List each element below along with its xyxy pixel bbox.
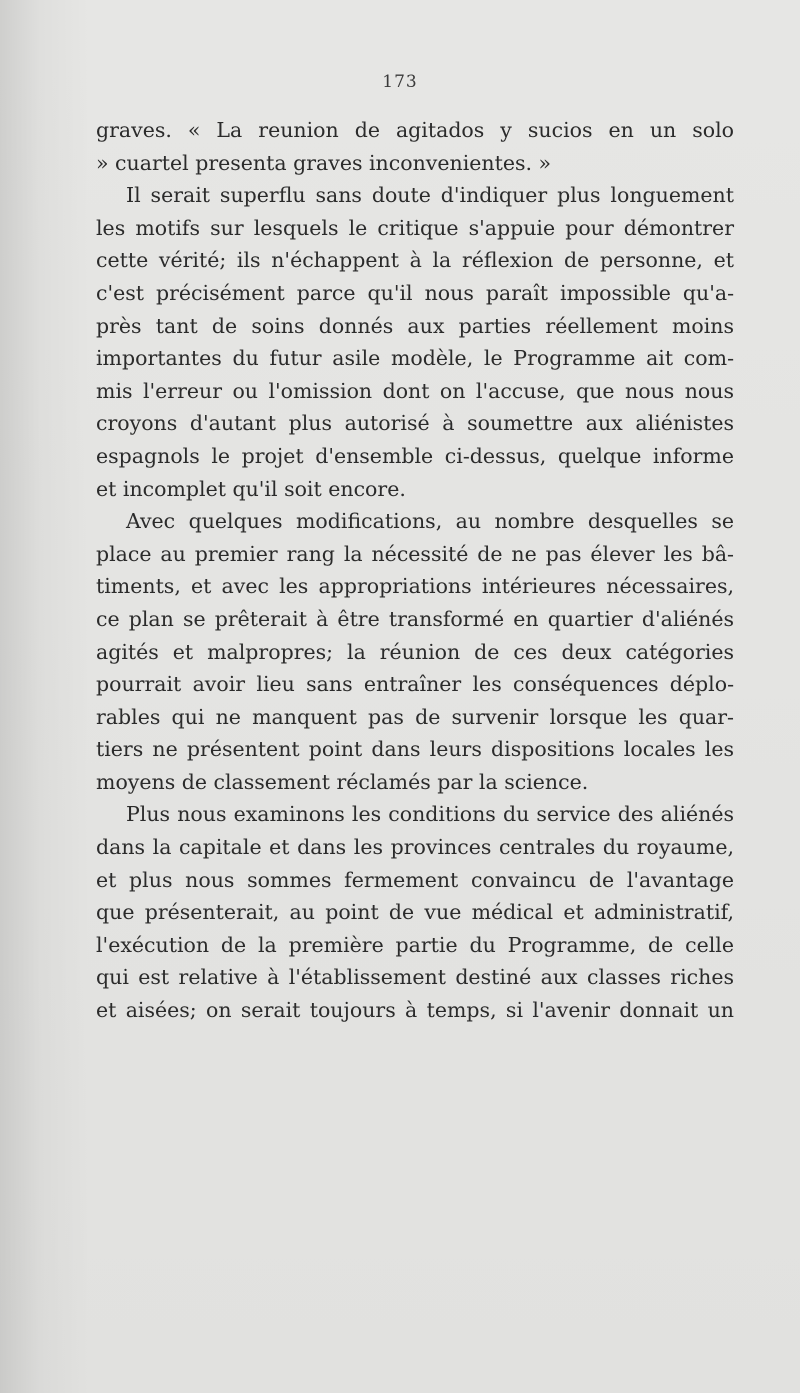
text-line: que présenterait, au point de vue médical et administratif, bbox=[96, 900, 734, 925]
text-line: Plus nous examinons les conditions du service des aliénés bbox=[126, 802, 734, 827]
text-line: cette vérité; ils n'échappent à la réflexion de personne, et bbox=[96, 248, 734, 273]
text-line: qui est relative à l'établissement destiné aux classes riches bbox=[96, 965, 734, 990]
text-line: pourrait avoir lieu sans entraîner les conséquences déplo- bbox=[96, 672, 734, 697]
text-line: dans la capitale et dans les provinces centrales du royaume, bbox=[96, 835, 734, 860]
text-line: et plus nous sommes fermement convaincu de l'avantage bbox=[96, 867, 734, 892]
text-line: timents, et avec les appropriations intérieures nécessaires, bbox=[96, 574, 734, 599]
text-line: moyens de classement réclamés par la science. bbox=[96, 769, 589, 794]
text-line: place au premier rang la nécessité de ne pas élever les bâ- bbox=[96, 541, 734, 566]
text-line: Avec quelques modifications, au nombre desquelles se bbox=[126, 509, 734, 534]
text-line: et aisées; on serait toujours à temps, si l'avenir donnait un bbox=[96, 998, 734, 1023]
text-line: espagnols le projet d'ensemble ci-dessus, quelque informe bbox=[96, 443, 734, 468]
body-text bbox=[96, 114, 734, 1027]
text-line: les motifs sur lesquels le critique s'appuie pour démontrer bbox=[96, 215, 734, 240]
text-line: croyons d'autant plus autorisé à soumettre aux aliénistes bbox=[96, 411, 734, 436]
text-line: mis l'erreur ou l'omission dont on l'accuse, que nous nous bbox=[96, 378, 734, 403]
text-line: et incomplet qu'il soit encore. bbox=[96, 476, 406, 501]
text-line: ce plan se prêterait à être transformé en quartier d'aliénés bbox=[96, 606, 734, 631]
page-number: 173 bbox=[382, 72, 418, 92]
text-line: tiers ne présentent point dans leurs dispositions locales les bbox=[96, 737, 734, 762]
text-line: » cuartel presenta graves inconvenientes. » bbox=[96, 150, 552, 175]
text-line: rables qui ne manquent pas de survenir lorsque les quar- bbox=[96, 704, 734, 729]
text-line: graves. « La reunion de agitados y sucios en un solo bbox=[96, 118, 734, 142]
text-line: l'exécution de la première partie du Programme, de celle bbox=[96, 932, 734, 957]
text-line: près tant de soins donnés aux parties réellement moins bbox=[96, 313, 734, 338]
text-line: Il serait superflu sans doute d'indiquer plus longuement bbox=[126, 183, 734, 208]
text-line: agités et malpropres; la réunion de ces deux catégories bbox=[96, 639, 734, 664]
text-line: importantes du futur asile modèle, le Programme ait com- bbox=[96, 346, 734, 371]
text-line: c'est précisément parce qu'il nous paraît impossible qu'a- bbox=[96, 280, 734, 305]
